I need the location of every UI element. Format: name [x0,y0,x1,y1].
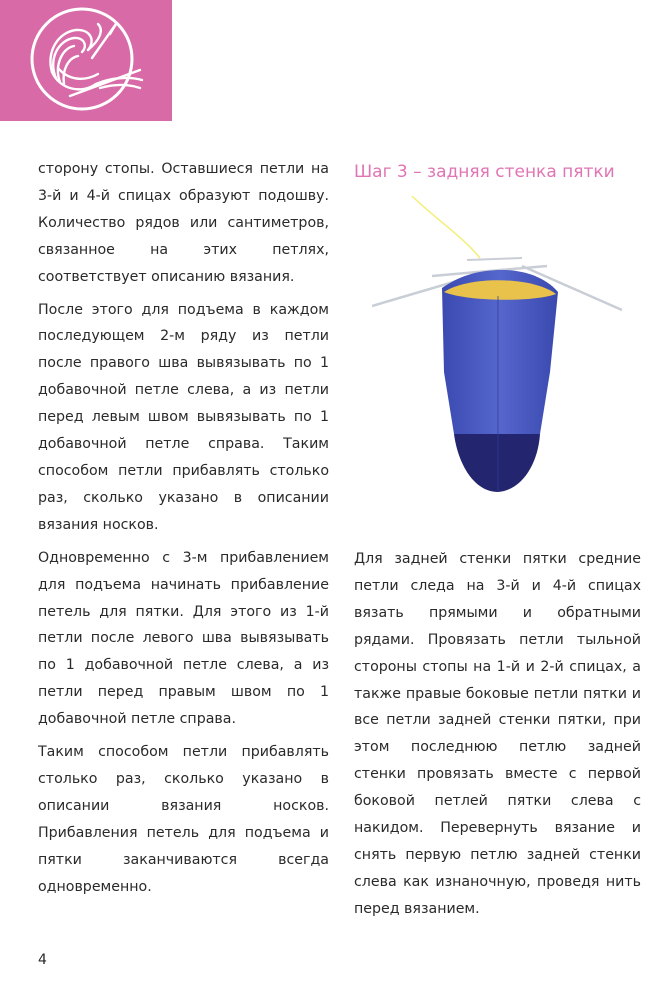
paragraph: Таким способом петли прибавлять столько раз, сколько указано в описании вязания носков. Прибавления петель для подъема и пятки заканчиваются всегда одновременно. [38,744,329,895]
paragraph: сторону стопы. Оставшиеся петли на 3-й и 4-й спицах образуют подошву. Количество рядов или сантиметров, связанное на этих петлях, соответствует описанию вязания. [38,161,329,285]
left-text-column [38,156,329,906]
paragraph: Одновременно с 3-м прибавлением для подъема начинать прибавление петель для пятки. Для этого из 1-й петли после левого шва вывязывать по 1 добавочной петле слева, а из петли перед правым швом по 1 добавочной петле справа. [38,549,329,728]
sock-photo [372,196,632,510]
paragraph: После этого для подъема в каждом последующем 2-м ряду из петли после правого шва вывязывать по 1 добавочной петле слева, а из петли перед левым швом вывязывать по 1 добавочной петле справа. Таким способом петли прибавлять столько раз, сколько указано в описании вязания носков. [38,301,329,533]
section-badge [0,0,172,121]
step-title: Шаг 3 – задняя стенка пятки [354,162,615,182]
page-number: 4 [38,952,47,968]
step-body: Для задней стенки пятки средние петли следа на 3-й и 4-й спицах вязать прямыми и обратными рядами. Провязать петли тыльной стороны стопы на 1-й и 2-й спицах, а также правые боковые петли пятки и все петли задней стенки пятки, при этом последнюю петлю задней стенки провязать вместе с первой боковой петлей пятки слева с накидом. Перевернуть вязание и снять первую петлю задней стенки слева как изнаночную, проведя нить перед вязанием. [354,551,641,917]
right-text-column [354,546,641,923]
badge-scalloped-edge [0,115,172,125]
yarn-ball-icon [0,0,172,121]
